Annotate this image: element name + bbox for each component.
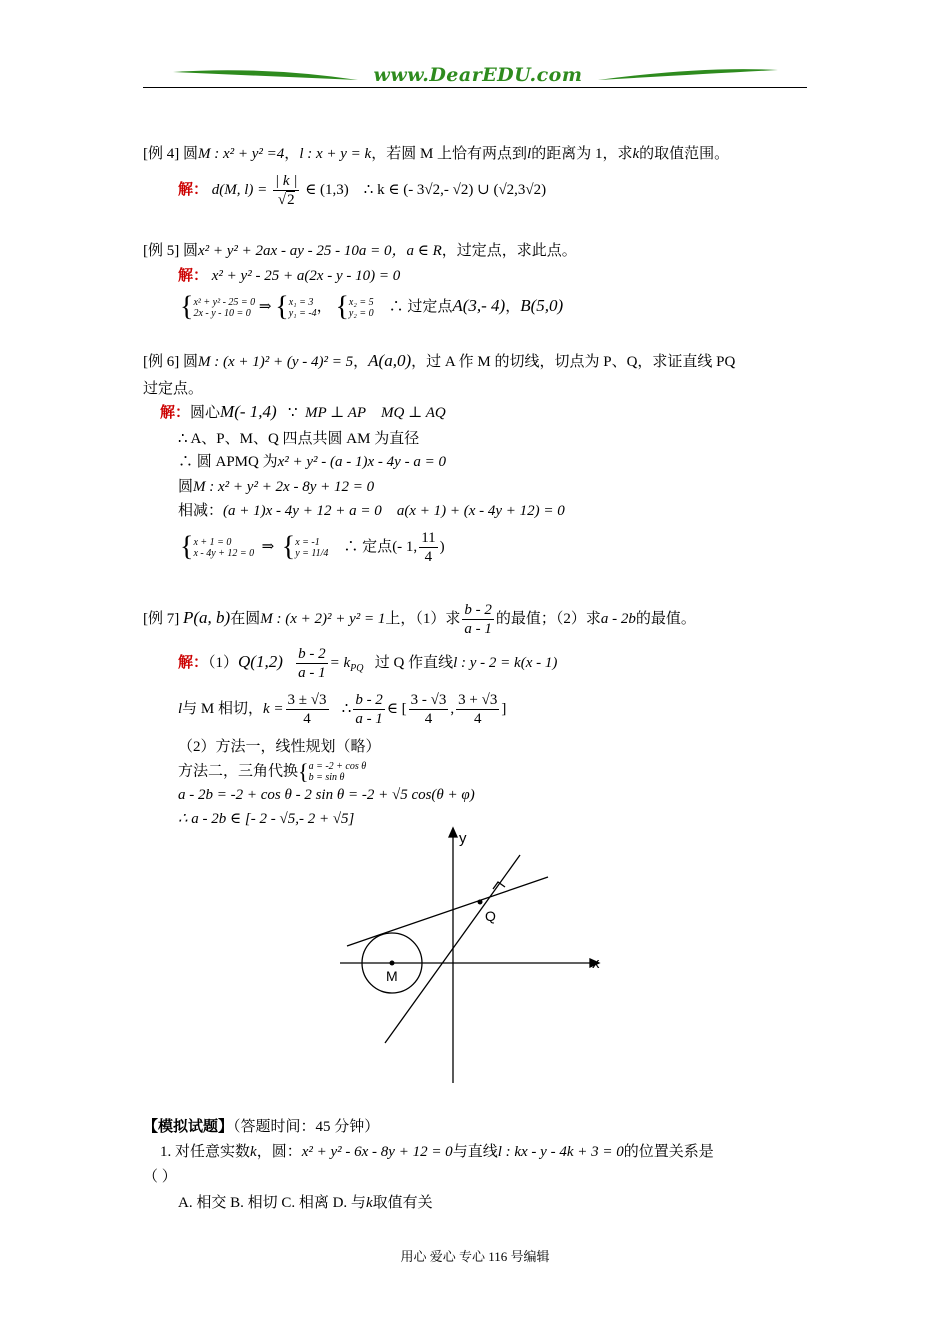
- example-6-solution-6: {x + 1 = 0 x - 4y + 12 = 0 ⇒ {x = -1 y = 11/4 ∴ 定点(- 1, $\frac{11}{4}$ ): [180, 530, 445, 566]
- sim-q1-options: A. 相交 B. 相切 C. 相离 D. 与k取值有关: [178, 1195, 433, 1211]
- example-6-solution-1: 解：圆心M(- 1,4) ∵ MP ⊥ AP MQ ⊥ AQ: [160, 402, 446, 421]
- page-footer: 用心 爱心 专心 116 号编辑: [400, 1249, 550, 1264]
- y-axis-arrow: [449, 828, 457, 837]
- point-m: [390, 961, 395, 966]
- tangent-line-upper: [347, 877, 548, 946]
- example-7-method-2-result: ∴ a - 2b ∈ [- 2 - √5,- 2 + √5]: [178, 811, 355, 827]
- page-header: [143, 62, 807, 90]
- q-label: Q: [485, 908, 496, 924]
- example-7-solution-1: 解：（1）Q(1,2) $\frac{b - 2}{a - 1}$ = $k_{PQ}$ 过 Q 作直线l : y - 2 = k(x - 1): [178, 646, 558, 682]
- tangent-figure: [335, 825, 615, 1090]
- example-4-question: [例 4] 圆M : x² + y² =4，l : x + y = k，若圆 M 上恰有两点到l的距离为 1，求k的取值范围。: [143, 146, 730, 162]
- point-q: [478, 900, 483, 905]
- example-6-question: [例 6] 圆M : (x + 1)² + (y - 4)² = 5，A(a,0)，过 A 作 M 的切线，切点为 P、Q，求证直线 PQ: [143, 351, 736, 370]
- example-5-question: [例 5] 圆x² + y² + 2ax - ay - 25 - 10a = 0，a ∈ R，过定点，求此点。: [143, 243, 577, 259]
- m-label: M: [386, 968, 398, 984]
- header-site-name[interactable]: www.DearEDU.com: [373, 64, 583, 86]
- example-6-solution-4: 圆M : x² + y² + 2x - 8y + 12 = 0: [178, 479, 375, 495]
- right-angle-mark: [493, 882, 505, 889]
- example-5-solution-systems: {x² + y² - 25 = 0 2x - y - 10 = 0 ⇒ {x₁ = 3 y₁ = -4， {x₂ = 5 y₂ = 0 ∴ 过定点A(3,- 4)，B(5,0): [180, 291, 564, 323]
- example-7-question: [例 7] P(a, b)在圆M : (x + 2)² + y² = 1上，（1）求 $\frac{b - 2}{a - 1}$ 的最值；（2）求a - 2b的最值。: [143, 602, 696, 638]
- sim-title: 【模拟试题】（答题时间：45 分钟）: [143, 1119, 380, 1135]
- example-5-solution-eq: 解： x² + y² - 25 + a(2x - y - 10) = 0: [178, 268, 401, 284]
- header-rule: [143, 87, 807, 88]
- example-7-method-2: 方法二，三角代换{a = -2 + cos θ b = sin θ: [178, 759, 367, 784]
- example-7-part-2: （2）方法一，线性规划（略）: [178, 739, 381, 755]
- y-axis-label: y: [459, 830, 467, 847]
- example-6-solution-5: 相减：(a + 1)x - 4y + 12 + a = 0 a(x + 1) + (x - 4y + 12) = 0: [178, 503, 565, 519]
- example-7-method-2-eq: a - 2b = -2 + cos θ - 2 sin θ = -2 + √5 cos(θ + φ): [178, 787, 475, 803]
- example-6-question-cont: 过定点。: [143, 381, 204, 397]
- example-6-solution-2: ∴ A、P、M、Q 四点共圆 AM 为直径: [178, 431, 420, 447]
- example-4-solution: 解： d(M, l) = $\frac{| k |}{√2}$ ∈ (1,3) ∴ k ∈ (- 3√2,- √2) ∪ (√2,3√2): [178, 173, 547, 209]
- example-6-solution-3: ∴ 圆 APMQ 为x² + y² - (a - 1)x - 4y - a = 0: [178, 454, 446, 470]
- example-7-solution-2: l与 M 相切，k = $\frac{3 \pm √3}{4}$ ∴ $\frac{b - 2}{a - 1}$ ∈ [ $\frac{3 - √3}{4}$ , $\frac{3 + √3}{4}$ ]: [178, 692, 507, 728]
- sim-q1: 1. 对任意实数k，圆：x² + y² - 6x - 8y + 12 = 0与直线l : kx - y - 4k + 3 = 0的位置关系是: [160, 1144, 714, 1160]
- x-axis-label: x: [592, 955, 600, 972]
- sim-q1-paren: （ ）: [143, 1169, 177, 1185]
